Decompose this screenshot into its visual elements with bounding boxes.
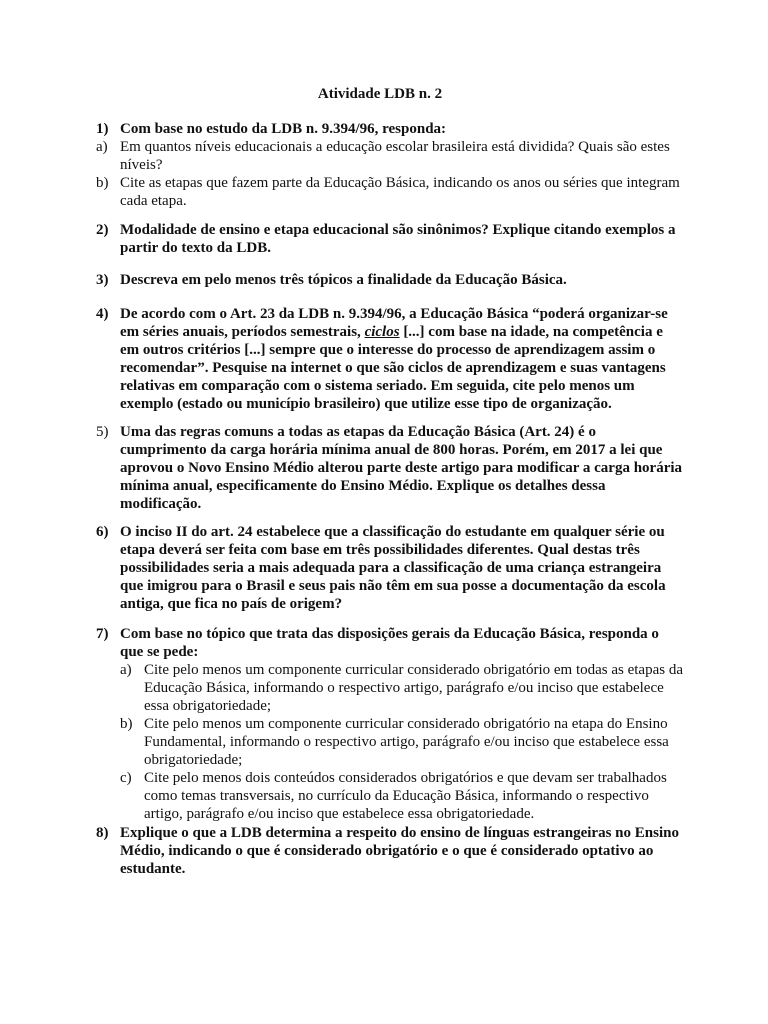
question-6: [96, 523, 684, 613]
question-number: 5): [96, 424, 109, 440]
question-text: Explique o que a LDB determina a respeito do ensino de línguas estrangeiras no Ensino Médio, indicando o que é considerado obrigatório e o que é considerado optativo ao estudante.: [120, 825, 679, 877]
sub-item-a: [96, 138, 684, 174]
question-5: [96, 423, 684, 513]
question-number: 7): [96, 626, 109, 642]
sub-item-text: Em quantos níveis educacionais a educação escolar brasileira está dividida? Quais são estes níveis?: [120, 139, 670, 173]
question-2: [96, 221, 684, 257]
ciclos-emphasis: ciclos: [364, 324, 400, 340]
question-4: [96, 305, 684, 413]
question-number: 4): [96, 306, 109, 322]
question-text-part: [...] com base na idade, na competência e em outros critérios [...] sempre que o interesse do processo de aprendizagem assim o recomendar”. Pesquise na internet o que são ciclos de aprendizagem e suas vantagens relativas em comparação com o sistema seriado. Em seguida, cite pelo menos um exemplo (estado ou município brasileiro) que utilize esse tipo de organização.: [120, 324, 666, 412]
sub-item-letter: c): [120, 770, 132, 786]
question-7: [96, 625, 684, 823]
sub-item-text: Cite pelo menos dois conteúdos considerados obrigatórios e que devam ser trabalhados como temas transversais, no currículo da Educação Básica, informando o respectivo artigo, parágrafo e/ou inciso que estabelece essa obrigatoriedade.: [144, 770, 667, 822]
question-text: Descreva em pelo menos três tópicos a finalidade da Educação Básica.: [120, 272, 567, 288]
question-8: [96, 824, 684, 878]
question-number: 6): [96, 524, 109, 540]
sub-item-text: Cite pelo menos um componente curricular considerado obrigatório em todas as etapas da Educação Básica, informando o respectivo artigo, parágrafo e/ou inciso que estabelece essa obrigatoriedade;: [144, 662, 683, 714]
sub-item-b: [96, 174, 684, 210]
sub-item-text: Cite as etapas que fazem parte da Educação Básica, indicando os anos ou séries que integram cada etapa.: [120, 175, 680, 209]
question-number: 2): [96, 222, 109, 238]
sub-item-a: [120, 661, 684, 715]
sub-item-letter: a): [96, 139, 108, 155]
sub-item-b: [120, 715, 684, 769]
question-text: Com base no estudo da LDB n. 9.394/96, responda:: [120, 121, 447, 137]
question-number: 1): [96, 121, 109, 137]
sub-item-letter: b): [96, 175, 109, 191]
question-text: O inciso II do art. 24 estabelece que a classificação do estudante em qualquer série ou etapa deverá ser feita com base em três possibilidades diferentes. Qual destas três possibilidades seria a mais adequada para a classificação de uma criança estrangeira que imigrou para o Brasil e seus pais não têm em sua posse a documentação da escola antiga, que fica no país de origem?: [120, 524, 666, 612]
question-number: 8): [96, 825, 109, 841]
sub-item-letter: b): [120, 716, 133, 732]
sub-item-letter: a): [120, 662, 132, 678]
question-number: 3): [96, 272, 109, 288]
sub-item-c: [120, 769, 684, 823]
page-title: Atividade LDB n. 2: [317, 86, 443, 102]
sub-item-text: Cite pelo menos um componente curricular considerado obrigatório na etapa do Ensino Fundamental, informando o respectivo artigo, parágrafo e/ou inciso que estabelece essa obrigatoriedade;: [144, 716, 669, 768]
question-text-part: De acordo com o Art. 23 da LDB n. 9.394/96, a Educação Básica “poderá organizar-se em séries anuais, períodos semestrais,: [120, 306, 668, 340]
question-text: Modalidade de ensino e etapa educacional são sinônimos? Explique citando exemplos a partir do texto da LDB.: [120, 222, 676, 256]
question-1: [96, 120, 684, 210]
question-text: Uma das regras comuns a todas as etapas da Educação Básica (Art. 24) é o cumprimento da carga horária mínima anual de 800 horas. Porém, em 2017 a lei que aprovou o Novo Ensino Médio alterou parte deste artigo para modificar a carga horária mínima anual, especificamente do Ensino Médio. Explique os detalhes dessa modificação.: [120, 424, 683, 512]
question-3: [96, 271, 684, 289]
question-text: [120, 305, 684, 413]
question-text: Com base no tópico que trata das disposições gerais da Educação Básica, responda o que se pede:: [120, 626, 659, 660]
